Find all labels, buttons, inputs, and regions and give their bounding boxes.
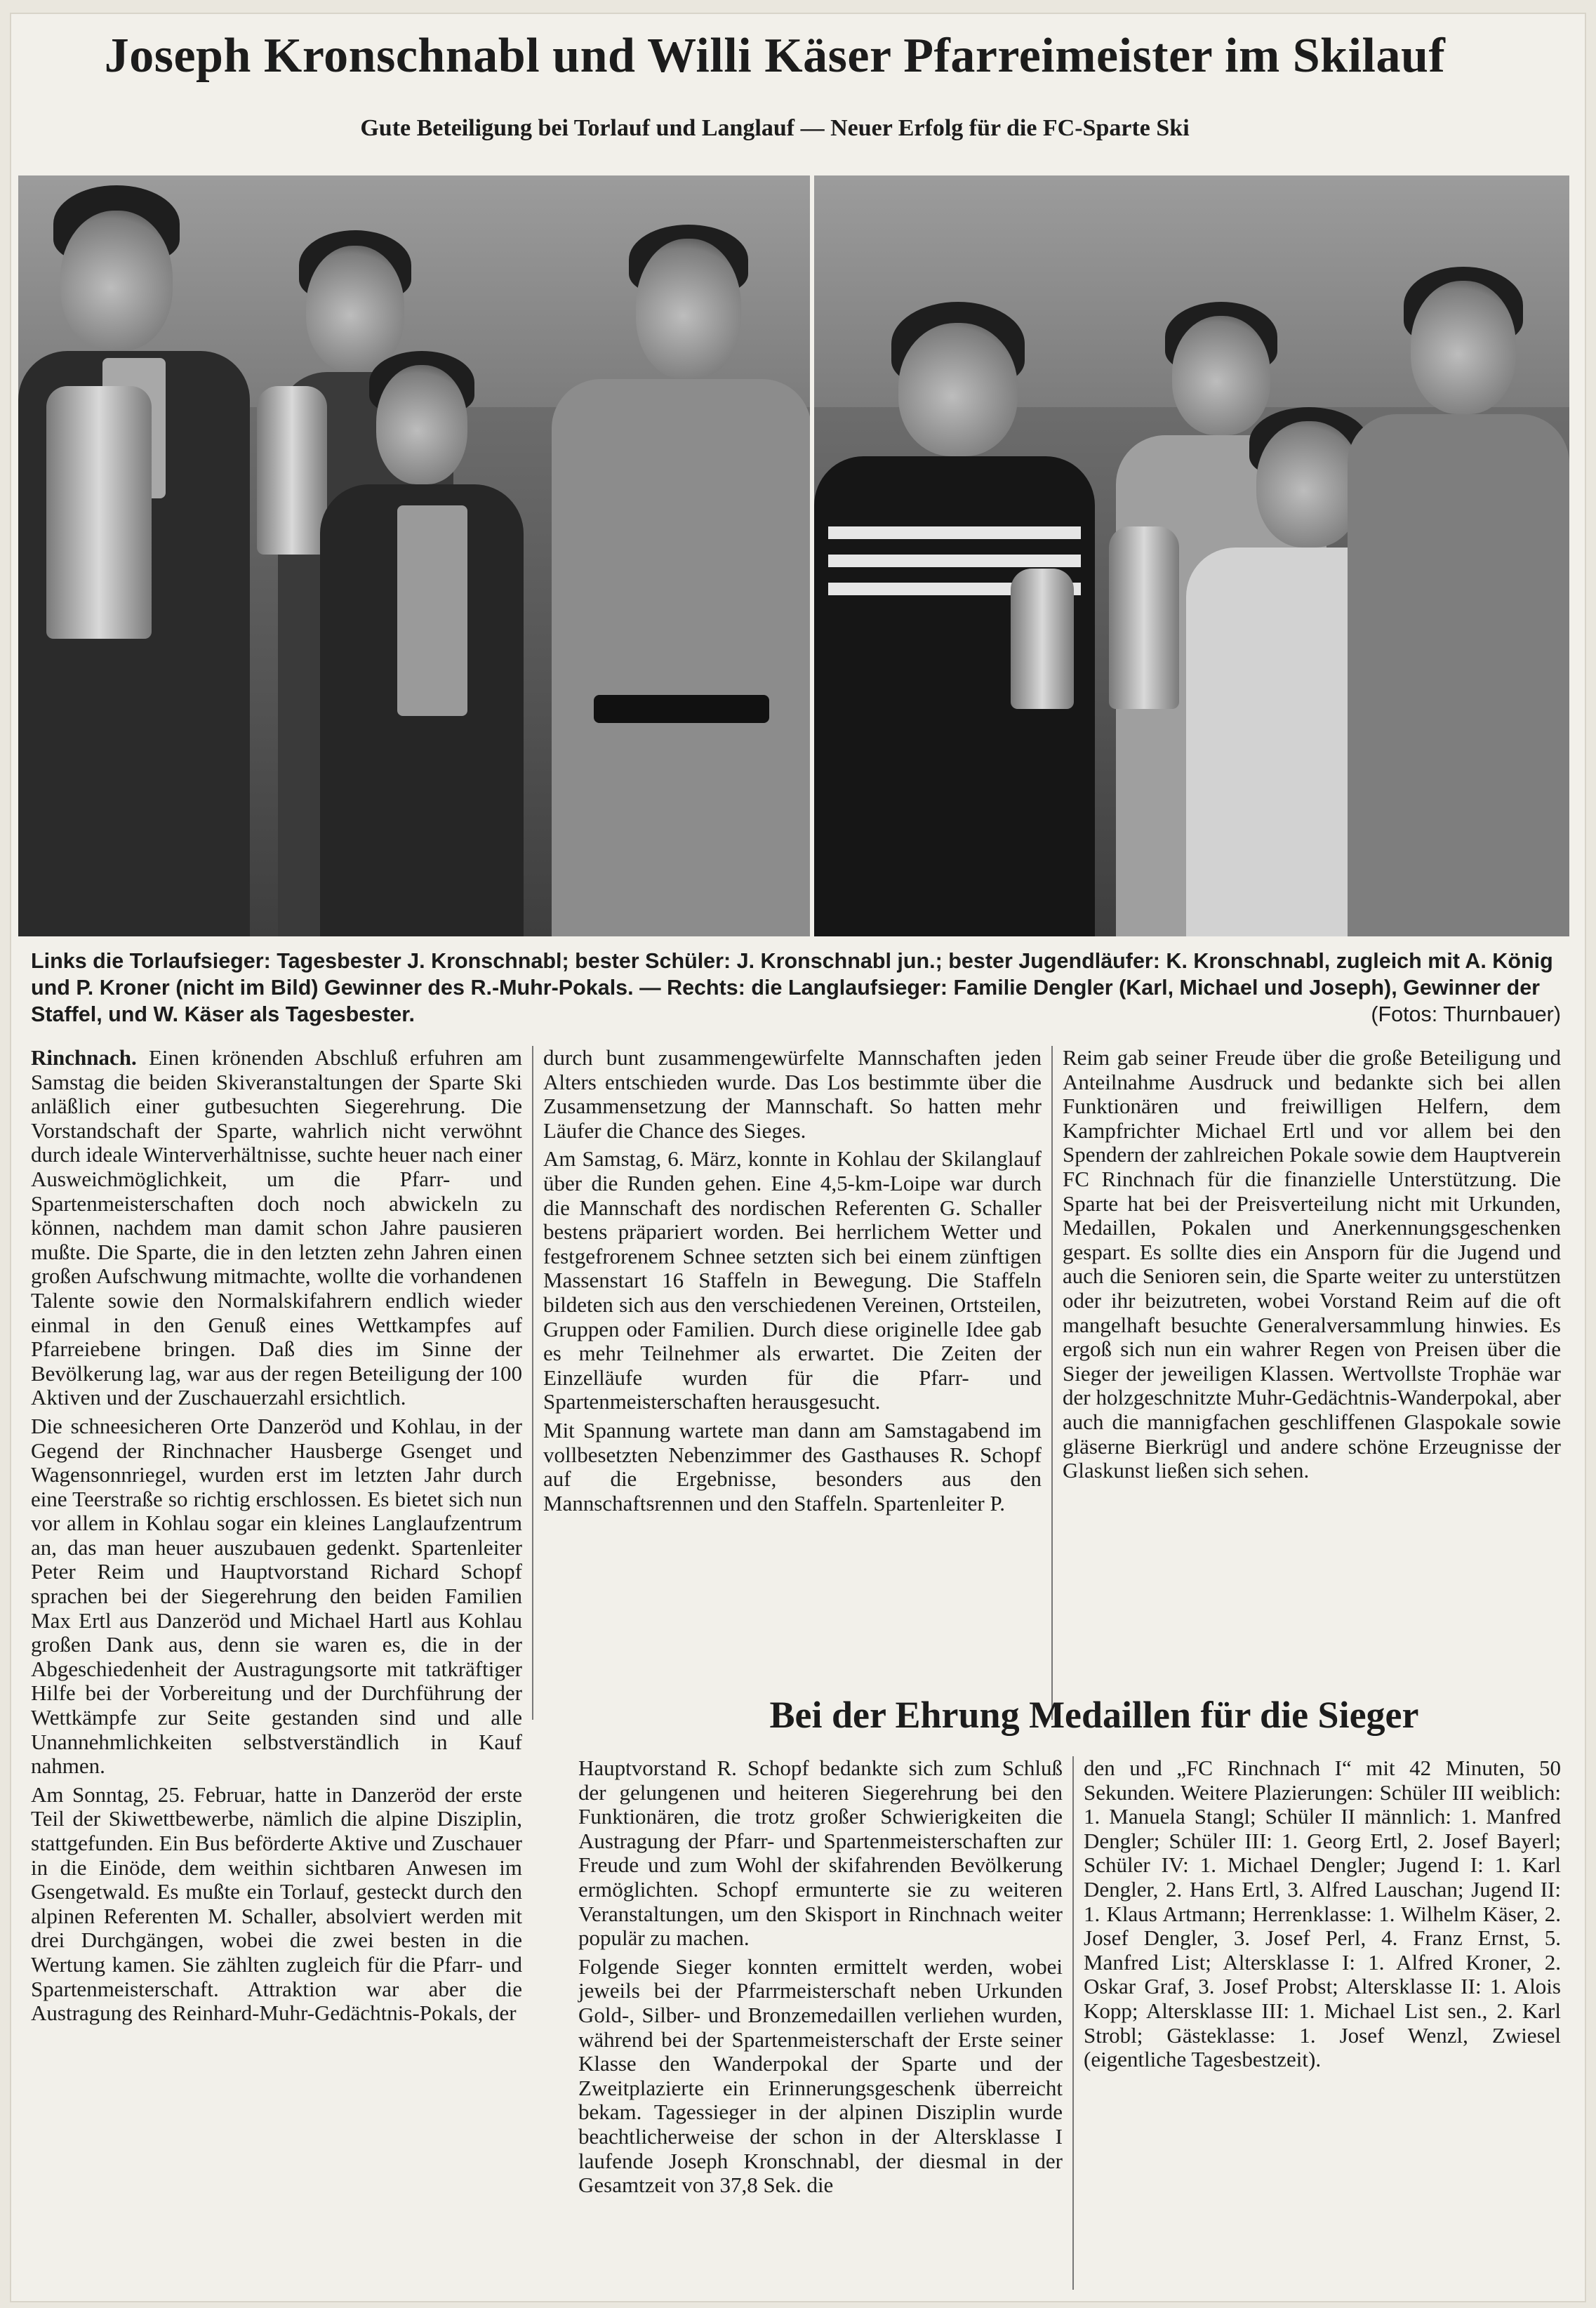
paragraph: Am Sonntag, 25. Februar, hatte in Danzeröd der erste Teil der Skiwettbewerbe, nämlich die alpine Disziplin, stattgefunden. Ein Bus beförderte Aktive und Zuschauer in die Einöde, dem weithin sichtbaren Anwesen im Gsengetwald. Es mußte ein Torlauf, gesteckt durch den alpinen Referenten M. Schaller, absolviert werden mit drei Durchgängen, wobei die zwei besten in die Wertung kamen. Sie zählten zugleich für die Pfarr- und Spartenmeisterschaft. Attraktion war aber die Austragung des Reinhard-Muhr-Gedächtnis-Pokals, der bbox=[31, 1782, 522, 2026]
paragraph: Mit Spannung wartete man dann am Samstagabend im vollbesetzten Nebenzimmer des Gasthauses R. Schopf auf die Ergebnisse, besonders aus den Mannschaftsrennen und den Staffeln. Spartenleiter P. bbox=[543, 1417, 1042, 1516]
caption-text: Links die Torlaufsieger: Tagesbester J. Kronschnabl; bester Schüler: J. Kronschnabl jun.; bester Jugendläufer: K. Kronschnabl, zugleich mit A. König und P. Kroner (nicht im Bild) Gewinner des R.-Muhr-Pokals. — Rechts: die Langlaufsieger: Familie Dengler (Karl, Michael und Joseph), Gewinner der Staffel, und W. Käser als Tagesbester. bbox=[31, 949, 1553, 1026]
photo-caption bbox=[31, 948, 1561, 1028]
trophy-medal-stand bbox=[1011, 569, 1074, 709]
trophy-wood bbox=[46, 386, 152, 639]
trophy-glass bbox=[1109, 526, 1179, 709]
paragraph: den und „FC Rinchnach I“ mit 42 Minuten, 50 Sekunden. Weitere Plazierungen: Schüler III weiblich: 1. Manuela Stangl; Schüler II männlich: 1. Manfred Dengler; Schüler III: 1. Georg Ertl, 2. Josef Bayerl; Schüler IV: 1. Michael Dengler; Jugend I: 1. Karl Dengler, 2. Hans Ertl, 3. Alfred Lauschan; Jugend II: 1. Klaus Artmann; Herrenklasse: 1. Wilhelm Käser, 2. Josef Dengler, 3. Josef Perl, 4. Franz Ernst, 5. Manfred List; Altersklasse I: 1. Alfred Kroner, 2. Oskar Graf, 3. Josef Probst; Altersklasse II: 1. Alois Kopp; Altersklasse III: 1. Michael List sen., 2. Karl Strobl; Gästeklasse: 1. Josef Wenzl, Zwiesel (eigentliche Tagesbestzeit). bbox=[1084, 1756, 1561, 2072]
photo-torlaufsieger bbox=[18, 175, 810, 936]
photo-langlaufsieger bbox=[814, 175, 1569, 936]
article-column-5 bbox=[1084, 1756, 1561, 2072]
photo-credit: (Fotos: Thurnbauer) bbox=[1371, 1002, 1561, 1026]
headline: Joseph Kronschnabl und Willi Käser Pfarreimeister im Skilauf bbox=[104, 29, 1446, 83]
column-rule bbox=[1051, 1046, 1053, 1720]
paragraph: Die schneesicheren Orte Danzeröd und Kohlau, in der Gegend der Rinchnacher Hausberge Gsenget und Wagensonnriegel, wurden erst im letzten Jahr durch eine Teerstraße so richtig erschlossen. Es bietet sich nun vor allem in Kohlau sogar ein kleines Langlaufzentrum an, das man heuer auszubauen gedenkt. Spartenleiter Peter Reim und Hauptvorstand Richard Schopf sprachen bei der Siegerehrung den beiden Familien Max Ertl aus Danzeröd und Michael Hartl aus Kohlau großen Dank aus, denn sie waren es, die in der Abgeschiedenheit der Austragungsorte mit tatkräftiger Hilfe bei der Vorbereitung und der Durchführung der Wettkämpfe zur Seite gestanden sind und alle Unannehmlichkeiten selbstverständlich in Kauf nahmen. bbox=[31, 1413, 522, 1779]
section-subtitle: Bei der Ehrung Medaillen für die Sieger bbox=[769, 1694, 1419, 1736]
article-column-3 bbox=[1063, 1046, 1561, 1483]
dateline: Rinchnach. bbox=[31, 1045, 137, 1070]
paragraph: Hauptvorstand R. Schopf bedankte sich zum Schluß der gelungenen und heiteren Siegerehrung bei den Funktionären, die trotz großer Schwierigkeiten die Austragung der Pfarr- und Spartenmeisterschaften zur Freude und zum Wohl der skifahrenden Bevölkerung ermöglichten. Schopf ermunterte sie zu weiteren Veranstaltungen, um den Skisport in Rinchnach weiter populär zu machen. bbox=[578, 1756, 1063, 1951]
column-rule bbox=[532, 1046, 533, 1720]
paragraph: Reim gab seiner Freude über die große Beteiligung und Anteilnahme Ausdruck und bedankte sich bei allen Funktionären und freiwilligen Helfern, dem Kampfrichter Michael Ertl und vor allem bei den Spendern der zahlreichen Pokale sowie dem Hauptverein FC Rinchnach für die finanzielle Unterstützung. Die Sparte hat bei der Preisverteilung nicht mit Urkunden, Medaillen, Pokalen und Anerkennungsgeschenken gespart. Es sollte dies ein Ansporn für die Jugend und auch die Senioren sein, die Sparte weiter zu unterstützen oder ihr beizutreten, wobei Vorstand Reim auf die oft mangelhaft besuchte Generalversammlung hinwies. Es ergoß sich nun ein wahrer Regen von Preisen über die Sieger der jeweiligen Klassen. Wertvollste Trophäe war der holzgeschnitzte Muhr-Gedächtnis-Wanderpokal, aber auch die mannigfachen geschliffenen Glaspokale sowie gläserne Bierkrügl und andere schöne Erzeugnisse der Glaskunst ließen sich sehen. bbox=[1063, 1045, 1561, 1483]
paragraph bbox=[31, 1046, 522, 1410]
subheadline: Gute Beteiligung bei Torlauf und Langlauf — Neuer Erfolg für die FC-Sparte Ski bbox=[360, 115, 1190, 141]
article-column-4 bbox=[578, 1756, 1063, 2198]
paragraph-text: Einen krönenden Abschluß erfuhren am Samstag die beiden Skiveranstaltungen der Sparte Ski anläßlich einer gutbesuchten Siegerehrung. Die Vorstandschaft der Sparte, wahrlich nicht verwöhnt durch ideale Winterverhältnisse, suchte heuer nach einer Ausweichmöglichkeit, um die Pfarr- und Spartenmeisterschaften doch noch abwickeln zu können, nachdem man damit schon Jahre pausieren mußte. Die Sparte, die in den letzten zehn Jahren einen großen Aufschwung mitmachte, wollte die vorhandenen Talente sowie den Normalskifahrern endlich wieder einmal in den Genuß eines Wettkampfes auf Pfarreiebene bringen. Daß dies im Sinne der Bevölkerung lag, war aus der regen Beteiligung der 100 Aktiven und der Zuschauerzahl ersichtlich. bbox=[31, 1045, 523, 1410]
column-rule bbox=[1072, 1756, 1074, 2290]
paragraph: durch bunt zusammengewürfelte Mannschaften jeden Alters entschieden wurde. Das Los bestimmte über die Zusammensetzung der Mannschaft. So hatten mehr Läufer die Chance des Sieges. bbox=[543, 1045, 1042, 1143]
article-column-2 bbox=[543, 1046, 1042, 1516]
newspaper-clipping bbox=[10, 13, 1586, 2302]
paragraph: Folgende Sieger konnten ermittelt werden, wobei jeweils bei der Pfarrmeisterschaft neben Urkunden Gold-, Silber- und Bronzemedaillen verliehen wurden, während bei der Spartenmeisterschaft der Erste seiner Klasse den Wanderpokal der Sparte und der Zweitplazierte ein Erinnerungsgeschenk überreicht bekam. Tagessieger in der alpinen Disziplin wurde beachtlicherweise der schon in der Altersklasse I laufende Joseph Kronschnabl, der diesmal in der Gesamtzeit von 37,8 Sek. die bbox=[578, 1954, 1063, 2198]
trophy-cup bbox=[257, 386, 327, 555]
paragraph: Am Samstag, 6. März, konnte in Kohlau der Skilanglauf über die Runden gehen. Eine 4,5-km-Loipe war durch die Mannschaft des nordischen Referenten G. Schaller bestens präpariert worden. Bei herrlichem Wetter und festgefrorenem Schnee setzten sich bei einem zünftigen Massenstart 16 Staffeln in Bewegung. Die Staffeln bildeten sich aus den verschiedenen Vereinen, Ortsteilen, Gruppen oder Familien. Durch diese originelle Idee gab es mehr Teilnehmer als erwartet. Die Zeiten der Einzelläufe wurden für die Pfarr- und Spartenmeisterschaften herausgesucht. bbox=[543, 1146, 1042, 1414]
article-column-1 bbox=[31, 1046, 522, 2026]
